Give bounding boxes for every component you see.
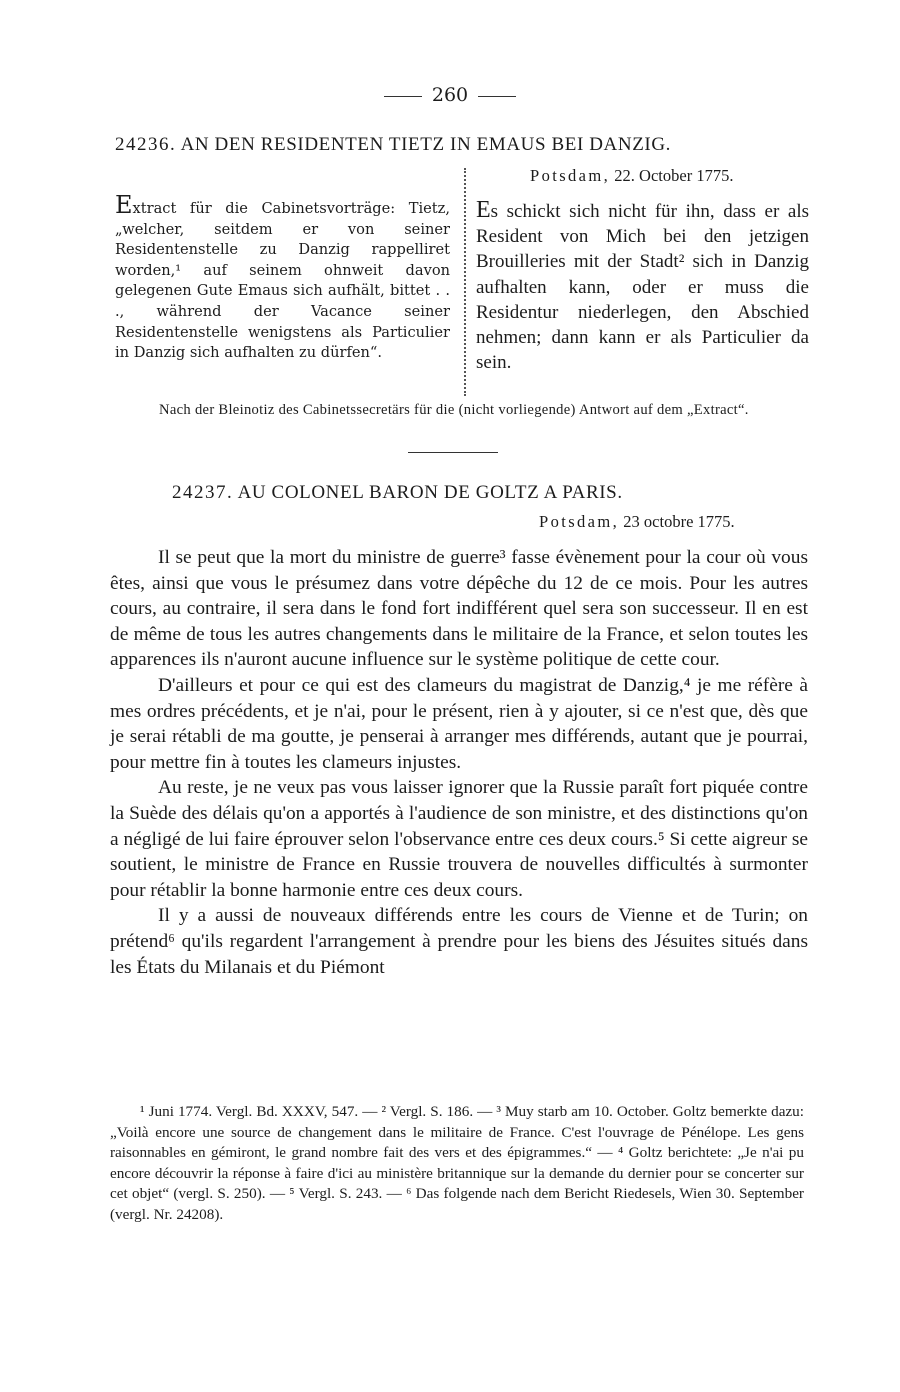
page-number-line <box>0 84 900 106</box>
letter-1-number: 24236. <box>115 134 177 155</box>
page-number-dash-right <box>478 96 516 97</box>
letter-2-title: AU COLONEL BARON DE GOLTZ A PARIS. <box>237 482 623 503</box>
editorial-note: Nach der Bleinotiz des Cabinetssecretärs für die (nicht vorliegende) Antwort auf dem „Extract“. <box>159 402 749 418</box>
page-number-dash-left <box>384 96 422 97</box>
section-rule <box>408 452 498 453</box>
column-separator <box>464 168 466 396</box>
body-paragraph-3: Au reste, je ne veux pas vous laisser ignorer que la Russie paraît fort piquée contre la Suède des délais qu'on a apportés à l'audience de son ministre, et des distinctions qu'on a négligé de lui faire éprouver selon l'observance entre ces deux cours.⁵ Si cette aigreur se soutient, le ministre de France en Russie trouvera de nouvelles difficultés à surmonter pour rétablir la bonne harmonie entre ces deux cours. <box>110 777 808 901</box>
letter-1-dateline <box>530 166 733 186</box>
footnotes-text: ¹ Juni 1774. Vergl. Bd. XXXV, 547. — ² Vergl. S. 186. — ³ Muy starb am 10. October. Goltz bemerkte dazu: „Voilà encore une source de changement dans le militaire de France. C'est l'ouvrage de Pénélope. Les gens raisonnables en gémiront, le grand nombre fait des vers et des épigrammes.“ — ⁴ Goltz berichtete: „Je n'ai pu encore découvrir la réponse à faire d'ici au ministère britannique sur la demande du dernier pour se concerter sur cet objet“ (vergl. S. 250). — ⁵ Vergl. S. 243. — ⁶ Das folgende nach dem Bericht Riedesels, Wien 30. September (vergl. Nr. 24208). <box>110 1103 804 1223</box>
reply-column <box>476 198 809 375</box>
letter-1-place: Potsdam, <box>530 166 611 185</box>
page-number: 260 <box>431 84 469 106</box>
letter-2-place: Potsdam, <box>539 512 620 531</box>
extract-text: xtract für die Cabinetsvorträge: Tietz, „welcher, seitdem er von seiner Residentenstelle zu Danzig rappelliret worden,¹ auf seinem ohnweit davon gelegenen Gute Emaus sich aufhält, bittet . . ., während der Vacance seiner Residentenstelle wenigstens als Particulier in Danzig sich aufhalten zu dürfen“. <box>115 200 450 362</box>
letter-1-heading <box>115 134 671 156</box>
reply-paragraph <box>476 198 809 375</box>
letter-1-date: 22. October 1775. <box>614 166 734 185</box>
footnotes <box>110 1102 804 1226</box>
body-paragraph-4: Il y a aussi de nouveaux différends entre les cours de Vienne et de Turin; on prétend⁶ qu'ils regardent l'arrangement à prendre pour les biens des Jésuites situés dans les États du Milanais et du Piémont <box>110 905 808 978</box>
letter-2-date: 23 octobre 1775. <box>623 512 735 531</box>
extract-paragraph <box>115 191 450 364</box>
letter-2-body <box>110 545 808 980</box>
letter-2-heading <box>172 482 623 504</box>
extract-initial: E <box>115 191 133 219</box>
reply-initial: E <box>476 197 491 223</box>
body-paragraph-2: D'ailleurs et pour ce qui est des clameurs du magistrat de Danzig,⁴ je me réfère à mes ordres précédents, et je n'ai, pour le présent, rien à y ajouter, si ce n'est que, dès que je serai rétabli de ma goutte, je penserai à arranger mes différends, autant que je pourrai, pour mettre fin à toutes les clameurs injustes. <box>110 674 808 773</box>
letter-2-number: 24237. <box>172 482 234 503</box>
letter-2-dateline <box>539 512 735 532</box>
reply-text: s schickt sich nicht für ihn, dass er als Resident von Mich bei den jetzigen Brouilleries mit der Stadt² sich in Danzig aufhalten kann, oder er muss die Residentur niederlegen, den Abschied nehmen; dann kann er als Particulier da sein. <box>476 201 809 374</box>
extract-column <box>115 191 450 364</box>
letter-1-title: AN DEN RESIDENTEN TIETZ IN EMAUS BEI DANZIG. <box>180 134 671 155</box>
body-paragraph-1: Il se peut que la mort du ministre de guerre³ fasse évènement pour la cour où vous êtes, ainsi que vous le présumez dans votre dépêche du 12 de ce mois. Pour les autres cours, au contraire, il sera dans le fond fort indifférent quel sera son successeur. Il en est de même de tous les autres changements dans le militaire de la France, et selon toutes les apparences ils n'auront aucune influence sur le système politique de cette cour. <box>110 547 808 671</box>
